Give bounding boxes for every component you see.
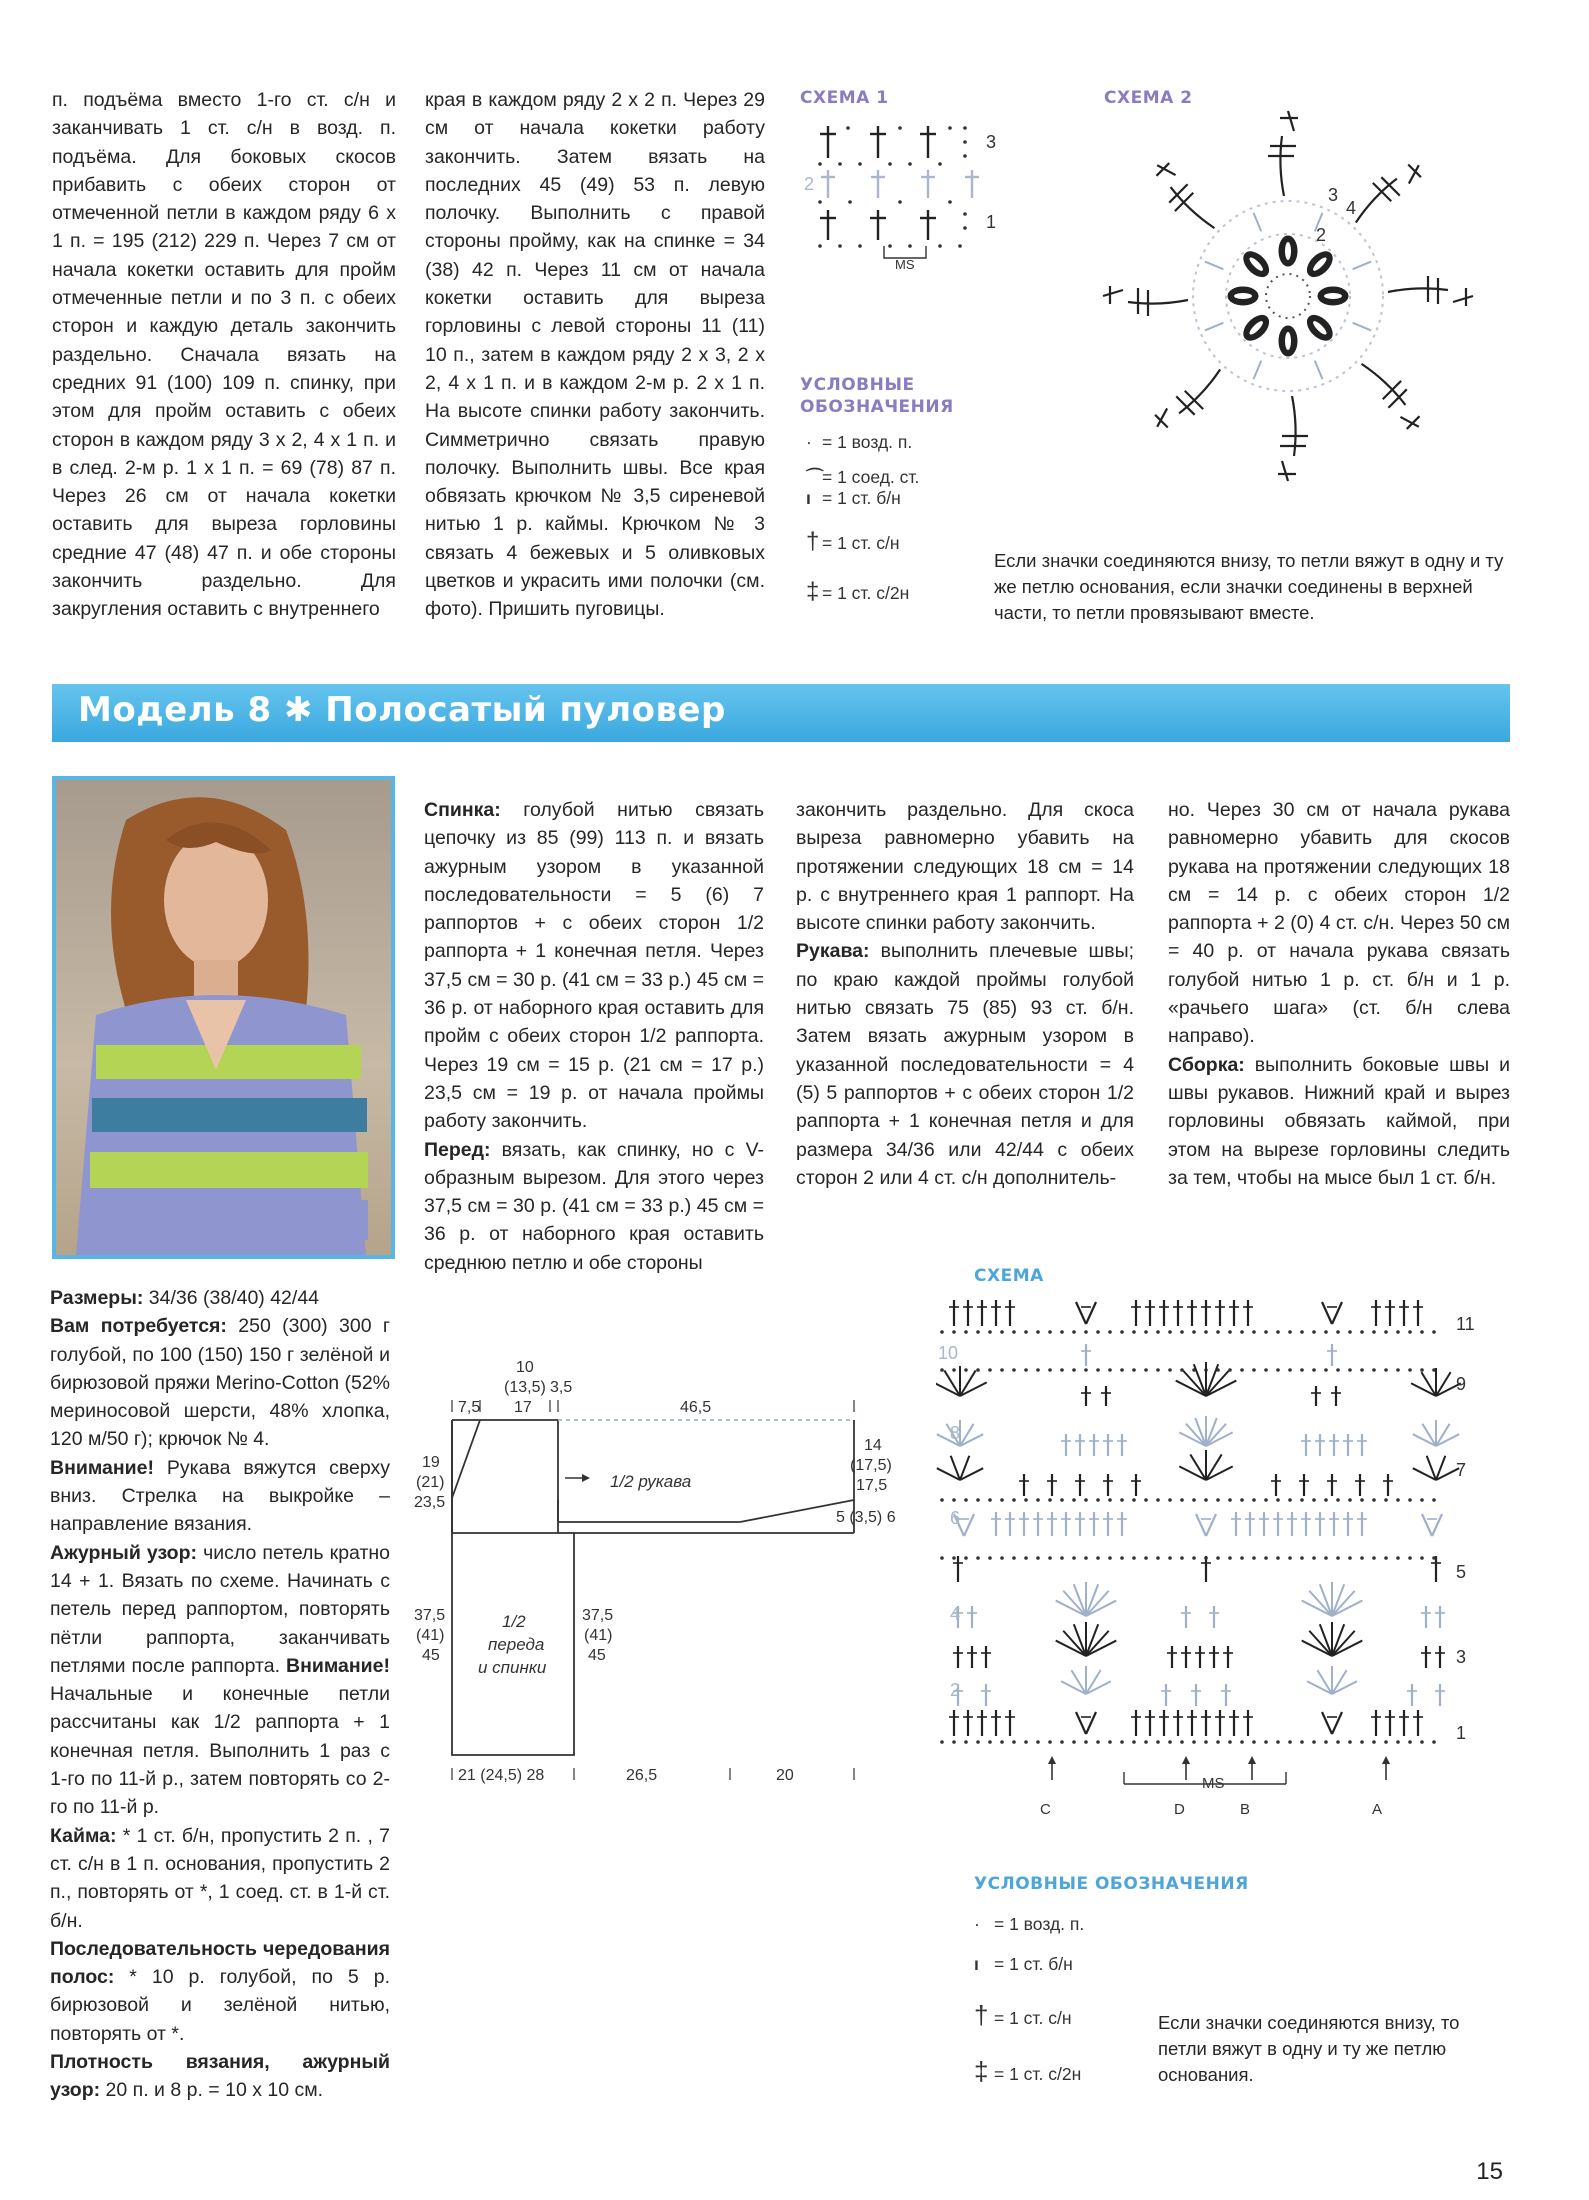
dagger-icon: † — [974, 2000, 989, 2030]
schema2-diagram — [1070, 78, 1510, 518]
schema1-diagram — [800, 118, 1010, 278]
legend-bottom-sc: ı = 1 ст. б/н — [974, 1954, 1073, 1974]
svg-text:17,5: 17,5 — [856, 1477, 888, 1494]
schema1-title: СХЕМА 1 — [800, 88, 889, 108]
svg-text:37,5: 37,5 — [414, 1607, 446, 1624]
legend-top-tr: ‡ = 1 ст. с/2н — [806, 578, 910, 605]
schema3-symbols — [936, 1300, 1461, 1784]
svg-text:45: 45 — [588, 1647, 606, 1664]
svg-text:D: D — [1174, 1801, 1185, 1818]
legend-top-dc: † = 1 ст. с/н — [806, 528, 900, 555]
photo-illustration — [56, 780, 391, 1255]
back: Спинка: голубой нитью связать цепочку из 85 (99) 113 п. и вязать ажурным узором в указанной последовательности = 5 (6) 7 раппортов + с обеих сторон 1/2 раппорта + 1 конечная петля. Через 37,5 см = 30 р. (41 см = 33 р.) 45 см = 36 р. от наборного края оставить для пройм с обеих сторон 1/2 раппорта. Через 19 см = 15 р. (21 см = 17 р.) 23,5 см = 19 р. от начала проймы работу закончить. — [424, 799, 764, 1133]
svg-text:10: 10 — [938, 1343, 959, 1363]
note-bottom: Если значки соединяются внизу, то петли вяжут в одну и ту же петлю основания. — [1158, 2012, 1460, 2085]
top-column-2: края в каждом ряду 2 x 2 п. Через 29 см от начала кокетки работу закончить. Затем вязать на последних 45 (49) 53 п. левую полочку. Выполнить с правой стороны пройму, как на спинке = 34 (38) 42 п. Через 11 см от начала кокетки оставить для выреза горловины с левой стороны 11 (11) 10 п., затем в каждом ряду 2 x 3, 2 x 2, 4 x 1 п. и в каждом 2-м р. 2 x 1 п. На высоте спинки работу закончить. Симметрично связать правую полочку. Выполнить швы. Все края обвязать крючком № 3,5 сиреневой нитью 1 р. каймы. Крючком № 3 связать 4 бежевых и 5 оливковых цветков и украсить ими полочки (см. фото). Пришить пуговицы. — [425, 89, 765, 621]
sleeve-label: 1/2 рукава — [610, 1472, 692, 1491]
svg-text:(21): (21) — [416, 1474, 445, 1491]
svg-text:(41): (41) — [416, 1627, 445, 1644]
arc-icon: ⌒ — [806, 467, 824, 487]
legend-bottom-tr: ‡ = 1 ст. с/2н — [974, 2056, 1082, 2086]
svg-text:(41): (41) — [584, 1627, 613, 1644]
front: Перед: вязать, как спинку, но с V-образным вырезом. Для этого через 37,5 см = 30 р. (41 см = 33 р.) 45 см = 36 р. от наборного края оставить среднюю петлю и обе стороны — [424, 1138, 764, 1274]
schema2-num-4: 4 — [1346, 198, 1357, 218]
svg-text:7: 7 — [1456, 1460, 1467, 1480]
svg-text:23,5: 23,5 — [414, 1494, 446, 1511]
attention-1: Внимание! Рукава вяжутся сверху вниз. Стрелка на выкройке – направление вязания. — [50, 1456, 390, 1536]
sizes: Размеры: 34/36 (38/40) 42/44 — [50, 1287, 320, 1309]
svg-text:9: 9 — [1456, 1374, 1467, 1394]
lace-pattern: Ажурный узор: число петель кратно 14 + 1. Вязать по схеме. Начинать с петель перед раппортом, повторять пётли раппорта, заканчивать петлями после раппорта. Внимание! Начальные и конечные петли рассчитаны как 1/2 раппорта + 1 конечная петля. Выполнить 1 раз с 1-го по 11-й р., затем повторять со 2-го по 11-й р. — [50, 1541, 390, 1819]
svg-text:6: 6 — [950, 1508, 961, 1528]
bar-icon: ı — [974, 1954, 979, 1974]
double-dagger-icon: ‡ — [806, 578, 820, 605]
svg-text:46,5: 46,5 — [680, 1399, 712, 1416]
legend-bottom-title: УСЛОВНЫЕ ОБОЗНАЧЕНИЯ — [974, 1874, 1249, 1894]
svg-text:1: 1 — [1456, 1723, 1467, 1743]
svg-text:B: B — [1240, 1801, 1251, 1818]
svg-text:26,5: 26,5 — [626, 1767, 658, 1784]
gauge: Плотность вязания, ажурный узор: 20 п. и 8 р. = 10 x 10 см. — [50, 2051, 390, 2102]
dot-icon: · — [974, 1914, 980, 1934]
model-banner — [52, 684, 1510, 742]
legend-bottom-chain: · = 1 возд. п. — [974, 1914, 1085, 1934]
svg-text:45: 45 — [422, 1647, 440, 1664]
page-number: 15 — [1476, 2158, 1503, 2185]
schema1-ms: MS — [895, 257, 915, 272]
svg-text:(13,5): (13,5) — [504, 1379, 546, 1396]
svg-text:3: 3 — [1456, 1647, 1467, 1667]
body-label-3: и спинки — [478, 1658, 547, 1677]
legend-top-title: УСЛОВНЫЕ ОБОЗНАЧЕНИЯ — [800, 375, 954, 417]
schema3-title: СХЕМА — [974, 1266, 1044, 1286]
svg-text:21 (24,5) 28: 21 (24,5) 28 — [458, 1767, 545, 1784]
pattern-diagram — [410, 1350, 910, 1800]
svg-text:C: C — [1040, 1801, 1051, 1818]
legend-top-slip: ⌒= 1 соед. ст. — [806, 464, 919, 489]
svg-text:MS: MS — [1202, 1775, 1225, 1792]
stripes: Последовательность чередования полос: * 10 р. голубой, по 5 р. бирюзовой и зелёной нитью, повторять от *. — [50, 1937, 390, 2045]
edging: Кайма: * 1 ст. б/н, пропустить 2 п. , 7 ст. с/н в 1 п. основания, пропустить 2 п., повторять от *, 1 соед. ст. в 1-й ст. б/н. — [50, 1824, 390, 1932]
double-dagger-icon: ‡ — [974, 2056, 989, 2086]
note-top: Если значки соединяются внизу, то петли вяжут в одну и ту же петлю основания, если значки соединены в верхней части, то петли провязывают вместе. — [994, 550, 1504, 623]
model-photo — [52, 776, 395, 1259]
schema1-row3: 3 — [986, 132, 997, 152]
svg-text:A: A — [1372, 1801, 1383, 1818]
schema2-num-3: 3 — [1328, 185, 1339, 205]
svg-text:14: 14 — [864, 1437, 882, 1454]
body-label-2: переда — [488, 1635, 545, 1654]
legend-top-sc: ı = 1 ст. б/н — [806, 488, 901, 508]
svg-text:10: 10 — [516, 1359, 534, 1376]
dagger-icon: † — [806, 528, 820, 555]
materials: Вам потребуется: 250 (300) 300 г голубой, по 100 (150) 150 г зелёной и бирюзовой пряжи Merino-Cotton (52% мериносовой шерсти, 48% хлопка, 120 м/50 г); крючок № 4. — [50, 1315, 390, 1451]
bar-icon: ı — [806, 488, 811, 508]
body-label-1: 1/2 — [502, 1612, 526, 1631]
schema1-row2: 2 — [804, 174, 815, 194]
svg-text:5: 5 — [1456, 1562, 1467, 1582]
legend-bottom-dc: † = 1 ст. с/н — [974, 2000, 1072, 2030]
svg-text:19: 19 — [422, 1454, 440, 1471]
svg-text:20: 20 — [776, 1767, 794, 1784]
dot-icon: · — [806, 432, 812, 452]
mid-column-1 — [424, 796, 764, 1277]
svg-text:7,5: 7,5 — [458, 1399, 481, 1416]
left-column — [50, 1284, 390, 2105]
svg-text:17: 17 — [514, 1399, 532, 1416]
legend-top-chain: · = 1 возд. п. — [806, 432, 913, 452]
schema2-title: СХЕМА 2 — [1104, 88, 1193, 108]
assembly: Сборка: выполнить боковые швы и швы рукавов. Нижний край и вырез горловины обвязать каймой, при этом на вырезе горловины следить за тем, чтобы на мысе был 1 ст. б/н. — [1168, 1053, 1510, 1189]
svg-text:37,5: 37,5 — [582, 1607, 614, 1624]
svg-text:(17,5): (17,5) — [850, 1457, 892, 1474]
sleeves-cont: но. Через 30 см от начала рукава равномерно убавить для скосов рукава на протяжении следующих 18 см = 14 р. с обеих сторон 1/2 раппорта + 2 (0) 4 ст. с/н. Через 50 см = 40 р. от начала рукава связать голубой нитью 1 р. ст. б/н и 1 р. «рачьего шага» (ст. б/н слева направо). — [1168, 799, 1510, 1048]
svg-text:8: 8 — [950, 1423, 961, 1443]
svg-text:11: 11 — [1456, 1314, 1475, 1334]
banner-title: Модель 8 ✱ Полосатый пуловер — [78, 690, 726, 730]
mid-column-3 — [1168, 796, 1510, 1192]
svg-text:5 (3,5) 6: 5 (3,5) 6 — [836, 1509, 896, 1526]
svg-text:2: 2 — [950, 1680, 961, 1700]
svg-text:3,5: 3,5 — [550, 1379, 573, 1396]
sleeves: Рукава: выполнить плечевые швы; по краю каждой проймы голубой нитью связать 75 (85) 93 ст. б/н. Затем вязать ажурным узором в указанной последовательности = 4 (5) 5 раппортов + с обеих сторон 1/2 раппорта + 1 конечная петля и для размера 34/36 или 42/44 с обеих сторон 2 или 4 ст. с/н дополнитель- — [796, 940, 1134, 1189]
schema1-row1: 1 — [986, 212, 997, 232]
schema3-diagram — [936, 1296, 1496, 1826]
schema2-num-2: 2 — [1316, 225, 1327, 245]
top-column-1: п. подъёма вместо 1-го ст. с/н и заканчивать 1 ст. с/н в возд. п. подъёма. Для боковых скосов прибавить с обеих сторон от отмеченной петли в каждом ряду 6 x 1 п. = 195 (212) 229 п. Через 7 см от начала кокетки оставить для пройм отмеченные петли и по 3 п. с обеих сторон и каждую деталь закончить раздельно. Сначала вязать на средних 91 (100) 109 п. спинку, при этом для пройм оставить с обеих сторон в каждом ряду 3 x 2, 4 x 1 п. и в след. 2-м р. 1 x 1 п. = 69 (78) 87 п. Через 26 см от начала кокетки оставить для выреза горловины средние 47 (48) 47 п. и обе стороны закончить раздельно. Для закругления оставить с внутреннего — [52, 89, 396, 621]
svg-text:4: 4 — [950, 1604, 961, 1624]
front-cont: закончить раздельно. Для скоса выреза равномерно убавить на протяжении следующих 18 см = 14 р. с внутреннего края 1 раппорт. На высоте спинки работу закончить. — [796, 799, 1134, 935]
mid-column-2 — [796, 796, 1134, 1192]
